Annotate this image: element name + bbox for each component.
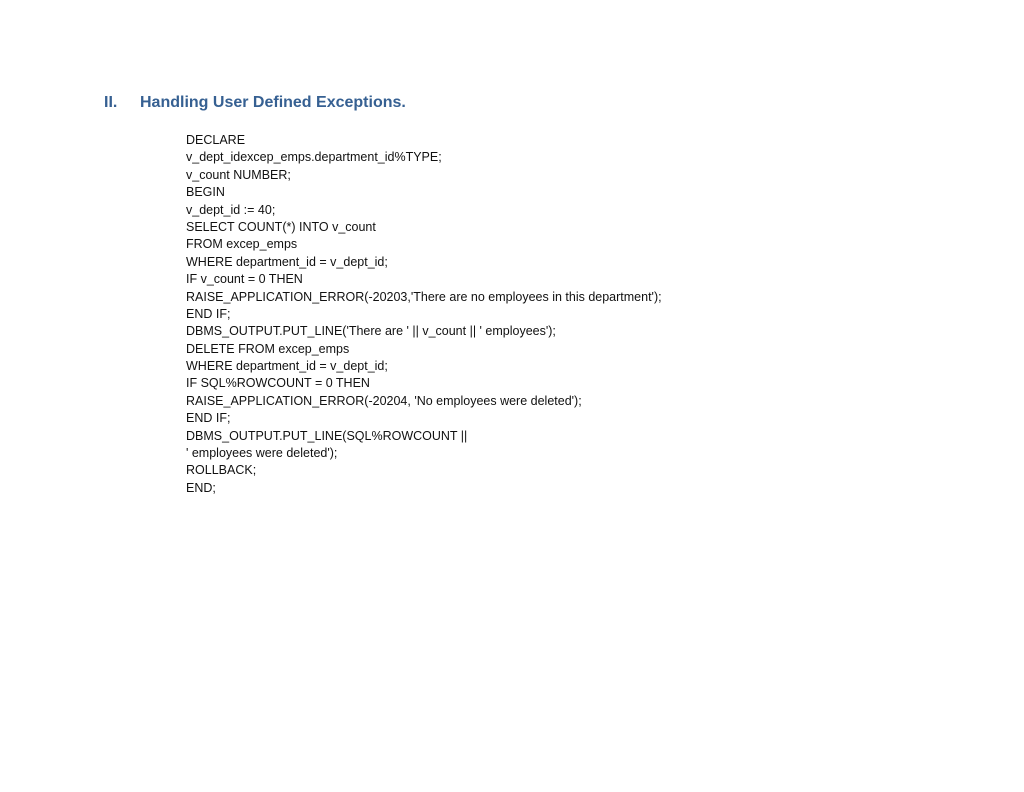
code-line: DBMS_OUTPUT.PUT_LINE(SQL%ROWCOUNT ||: [186, 428, 468, 443]
section-heading: [104, 94, 406, 112]
code-line: DBMS_OUTPUT.PUT_LINE('There are ' || v_count || ' employees');: [186, 324, 556, 339]
code-line: RAISE_APPLICATION_ERROR(-20204, 'No employees were deleted');: [186, 393, 582, 408]
code-line: v_count NUMBER;: [186, 167, 291, 182]
code-line: END IF;: [186, 411, 231, 426]
code-line: DELETE FROM excep_emps: [186, 341, 350, 356]
code-line: SELECT COUNT(*) INTO v_count: [186, 219, 376, 234]
code-line: END;: [186, 480, 216, 495]
code-line: END IF;: [186, 306, 231, 321]
code-line: ' employees were deleted');: [186, 446, 338, 461]
section-number: II.: [104, 94, 118, 111]
code-line: WHERE department_id = v_dept_id;: [186, 359, 388, 374]
code-line: IF v_count = 0 THEN: [186, 272, 303, 287]
code-line: v_dept_idexcep_emps.department_id%TYPE;: [186, 150, 442, 165]
code-line: IF SQL%ROWCOUNT = 0 THEN: [186, 376, 370, 391]
code-line: ROLLBACK;: [186, 463, 257, 478]
code-line: DECLARE: [186, 133, 246, 147]
code-line: FROM excep_emps: [186, 237, 298, 252]
section-title: Handling User Defined Exceptions.: [140, 94, 406, 111]
code-line: WHERE department_id = v_dept_id;: [186, 254, 388, 269]
code-block: [186, 132, 662, 497]
code-line: v_dept_id := 40;: [186, 202, 276, 217]
code-line: BEGIN: [186, 185, 225, 200]
code-line: RAISE_APPLICATION_ERROR(-20203,'There are no employees in this department');: [186, 289, 662, 304]
